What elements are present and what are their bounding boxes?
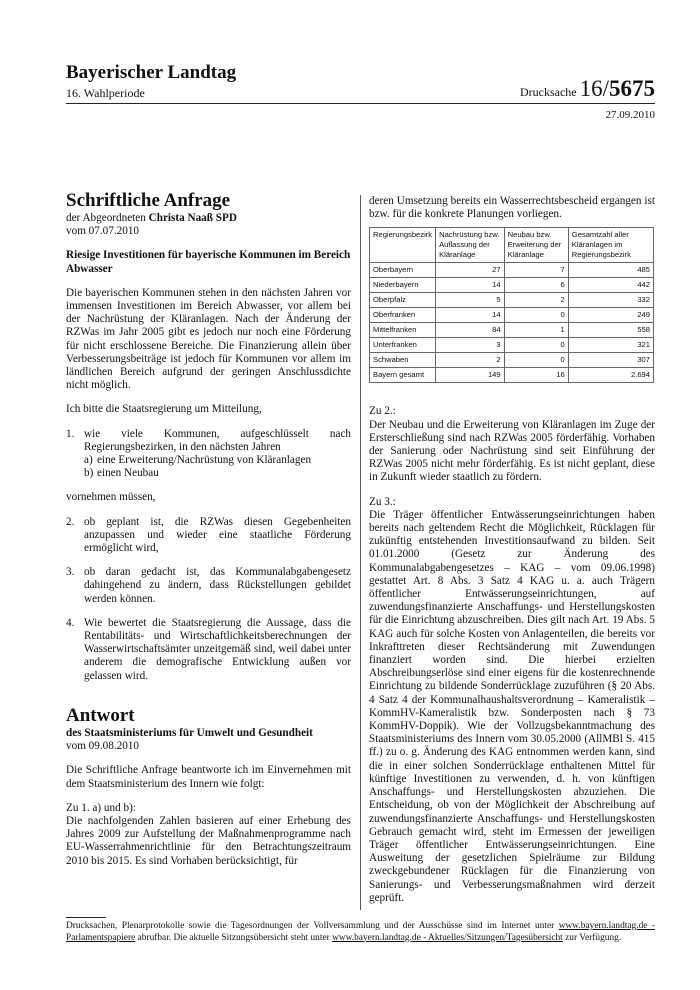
count-cell: 2.694 <box>568 368 653 383</box>
region-name-cell: Unterfranken <box>370 338 436 353</box>
count-cell: 332 <box>568 293 653 308</box>
answer-2-text: Der Neubau und die Erweiterung von Kläranlagen im Zuge der Ersterschließung sind nach RZWas 2005 förderfähig. Vorhaben der Sanierung oder Nachrüstung sind seit Einführung der RZWas 2005 nicht mehr förderfähig. Es ist nicht geplant, diese in Zukunft wieder staatlich zu fördern. <box>369 418 655 484</box>
antwort-intro: Die Schriftliche Anfrage beantworte ich im Einvernehmen mit dem Staatsministerium des Innern wie folgt: <box>66 764 351 790</box>
legislative-period: 16. Wahlperiode <box>66 86 145 100</box>
right-column <box>369 195 655 905</box>
table-header-cell: Nachrüstung bzw. Auflassung der Kläranlage <box>436 228 505 263</box>
count-cell: 558 <box>568 323 653 338</box>
question-list-2 <box>66 516 351 683</box>
count-cell: 307 <box>568 353 653 368</box>
count-cell: 1 <box>504 323 568 338</box>
count-cell: 14 <box>436 308 505 323</box>
answer-3-label: Zu 3.: <box>369 495 396 508</box>
document-number <box>520 76 655 102</box>
left-column <box>66 190 351 868</box>
count-cell: 149 <box>436 368 505 383</box>
table-row <box>370 338 654 353</box>
footer-link-tagesuebersicht[interactable]: www.bayern.landtag.de - Aktuelles/Sitzungen/Tagesübersicht <box>332 932 563 943</box>
author-name: Christa Naaß SPD <box>148 212 237 224</box>
answer-1-label: Zu 1. a) und b): <box>66 801 136 814</box>
table-header-cell: Regierungsbezirk <box>370 228 436 263</box>
region-name-cell: Oberbayern <box>370 263 436 278</box>
region-name-cell: Oberpfalz <box>370 293 436 308</box>
table-spacer <box>369 383 655 405</box>
count-cell: 6 <box>504 278 568 293</box>
region-name-cell: Mittelfranken <box>370 323 436 338</box>
drucksache-label: Drucksache <box>519 85 577 99</box>
count-cell: 2 <box>504 293 568 308</box>
antwort-date: vom 09.08.2010 <box>66 740 140 753</box>
count-cell: 2 <box>436 353 505 368</box>
anfrage-intro: Die bayerischen Kommunen stehen in den nächsten Jahren vor immensen Investitionen im Bereich Abwasser, vor allem bei der Nachrüstung der Kläranlagen. Nach der Änderung der RZWas im Jahr 2005 gibt es jedoch nur noch eine Förderung für nicht erschlossene Bereiche. Die Finanzierung allein über Verbesserungsbeiträge ist jedoch für Kommunen vor allem im ländlichen Bereich aufgrund der geringen Anschlussdichte nicht möglich. <box>66 286 351 392</box>
table-row <box>370 278 654 293</box>
table-row <box>370 353 654 368</box>
question-1-number: 1. <box>66 427 75 440</box>
count-cell: 27 <box>436 263 505 278</box>
question-3-number: 3. <box>66 566 75 579</box>
anfrage-date: vom 07.07.2010 <box>66 225 140 238</box>
count-cell: 7 <box>504 263 568 278</box>
region-name-cell: Bayern gesamt <box>370 368 436 383</box>
question-1a <box>84 454 351 467</box>
table-header-cell: Gesamtzahl aller Kläranlagen im Regierungsbezirk <box>568 228 653 263</box>
count-cell: 485 <box>568 263 653 278</box>
number-value: 5675 <box>609 76 655 101</box>
anfrage-middle: vornehmen müssen, <box>66 491 156 504</box>
parliament-title: Bayerischer Landtag <box>66 62 237 83</box>
count-cell: 84 <box>436 323 505 338</box>
question-1-text: wie viele Kommunen, aufgeschlüsselt nach Regierungsbezirken, in den nächsten Jahren <box>84 427 351 453</box>
document-date: 27.09.2010 <box>605 109 655 121</box>
author-prefix: der Abgeordneten <box>66 212 149 224</box>
question-3 <box>66 566 351 606</box>
anfrage-request: Ich bitte die Staatsregierung um Mitteilung, <box>66 403 262 416</box>
question-1b-text: einen Neubau <box>97 467 159 480</box>
count-cell: 0 <box>504 308 568 323</box>
answer-1-continued: deren Umsetzung bereits ein Wasserrechtsbescheid ergangen ist bzw. für die konkrete Planungen vorliegen. <box>369 195 655 221</box>
question-1b <box>84 467 351 480</box>
question-4 <box>66 617 351 683</box>
footer-link-parlamentspapiere[interactable]: www.bayern.landtag.de - Parlamentspapiere <box>66 921 656 943</box>
question-2-text: ob geplant ist, die RZWas diesen Gegebenheiten anzupassen und wieder eine staatliche Förderung ermöglicht wird, <box>84 515 351 555</box>
region-name-cell: Oberfranken <box>370 308 436 323</box>
count-cell: 16 <box>504 368 568 383</box>
question-list-1 <box>66 428 351 481</box>
region-name-cell: Niederbayern <box>370 278 436 293</box>
antwort-author: des Staatsministeriums für Umwelt und Gesundheit <box>66 726 313 739</box>
count-cell: 3 <box>436 338 505 353</box>
question-1a-text: eine Erweiterung/Nachrüstung von Kläranlagen <box>97 454 312 467</box>
table-row <box>370 293 654 308</box>
count-cell: 14 <box>436 278 505 293</box>
anfrage-title: Schriftliche Anfrage <box>66 190 231 211</box>
count-cell: 249 <box>568 308 653 323</box>
table-row <box>370 308 654 323</box>
number-prefix: 16/ <box>579 76 609 101</box>
question-2 <box>66 516 351 556</box>
region-name-cell: Schwaben <box>370 353 436 368</box>
count-cell: 442 <box>568 278 653 293</box>
question-4-text: Wie bewertet die Staatsregierung die Aussage, dass die Rentabilitäts- und Wirtschaftlichkeitsberechnungen der Wasserwirtschaftsämter unzeitgemäß sind, weil dabei unter anderem die demografische Entwicklung außen vor gelassen wird. <box>84 616 351 682</box>
antwort-title: Antwort <box>66 704 135 726</box>
answer-1-text: Die nachfolgenden Zahlen basieren auf einer Erhebung des Jahres 2009 zur Aufstellung der Maßnahmenprogramme nach EU-Wasserrahmenrichtlinie für den Betrachtungszeitraum 2010 bis 2015. Es sind Vorhaben berücksichtigt, für <box>66 814 351 867</box>
table-header-row <box>370 228 654 263</box>
answer-3-text: Die Träger öffentlicher Entwässerungseinrichtungen haben bereits nach geltendem Recht die Möglichkeit, Rücklagen für zukünftig entstehenden Investitionsaufwand zu bilden. Seit 01.01.2000 (Gesetz zur Änderung des Kommunalabgabengesetzes – KAG – vom 09.06.1998) gestattet Art. 8 Abs. 3 Satz 4 KAG u. a. auch Trägern öffentlicher Entwässerungseinrichtungen, auf zuwendungsfinanzierte Anschaffungs- und Herstellungskosten für die Einrichtung abzuschreiben. Dies gilt nach Art. 19 Abs. 5 KAG auch für solche Kosten von Anlagenteilen, die bereits vor Inkrafttreten dieser Rechtsänderung mit Zuwendungen finanziert worden sind. Die hierbei erzielten Abschreibungserlöse sind einer eigens für die kostenrechnende Einrichtung zu bildende Sonderrücklage zuzuführen (§ 20 Abs. 4 Satz 4 der Kommunalhaushaltsverordnung – Kameralistik – KommHV-Kameralistik bzw. Sonderposten nach § 73 KommHV-Doppik). Wie der Vollzugsbekanntmachung des Staatsministeriums des Innern vom 30.05.2000 (AllMBl S. 415 ff.) zu o. g. Änderung des KAG entnommen werden kann, sind die in einer solchen Sonderrücklage enthaltenen Mittel für künftige Investitionen zu verwenden, d. h. von künftigen Anschaffungs- und Herstellungskosten abzuziehen. Die Entscheidung, ob von der Möglichkeit der Abschreibung auf zuwendungsfinanzierte Anschaffungs- und Herstellungskosten Gebrauch gemacht wird, steht im Ermessen der jeweiligen Träger öffentlicher Entwässerungseinrichtungen. Eine Ausweitung der gesetzlichen Spielräume zur Bildung zweckgebundener Rücklagen für die Finanzierung von Sanierungs- und Verbesserungsmaßnahmen wird derzeit geprüft. <box>369 508 655 904</box>
question-3-text: ob daran gedacht ist, das Kommunalabgabengesetz dahingehend zu ändern, dass Rückstellungen gebildet werden können. <box>84 566 351 605</box>
footer-divider <box>66 917 106 918</box>
question-1a-key: a) <box>84 454 93 467</box>
question-2-number: 2. <box>66 515 75 528</box>
count-cell: 5 <box>436 293 505 308</box>
question-1 <box>66 428 351 481</box>
footer-note <box>66 921 655 944</box>
count-cell: 0 <box>504 338 568 353</box>
anfrage-subject: Riesige Investitionen für bayerische Kommunen im Bereich Abwasser <box>66 249 351 275</box>
section-spacer <box>66 683 351 705</box>
footer-text-1: Drucksachen, Plenarprotokolle sowie die Tagesordnungen der Vollversammlung und der Ausschüsse sind im Internet unter <box>66 921 559 931</box>
footer-text-3: zur Verfügung. <box>562 932 622 943</box>
regional-table <box>369 227 654 383</box>
question-1b-key: b) <box>84 467 94 480</box>
column-divider <box>360 195 361 910</box>
question-4-number: 4. <box>66 616 75 629</box>
question-1-subitems <box>84 454 351 480</box>
footer-text-2: abrufbar. Die aktuelle Sitzungsübersicht steht unter <box>135 932 333 943</box>
count-cell: 0 <box>504 353 568 368</box>
answer-2-label: Zu 2.: <box>369 405 396 418</box>
header-divider <box>66 103 655 104</box>
table-total-row <box>370 368 654 383</box>
table-header-cell: Neubau bzw. Erweiterung der Kläranlage <box>504 228 568 263</box>
anfrage-author <box>66 212 351 225</box>
table-row <box>370 263 654 278</box>
count-cell: 321 <box>568 338 653 353</box>
table-row <box>370 323 654 338</box>
